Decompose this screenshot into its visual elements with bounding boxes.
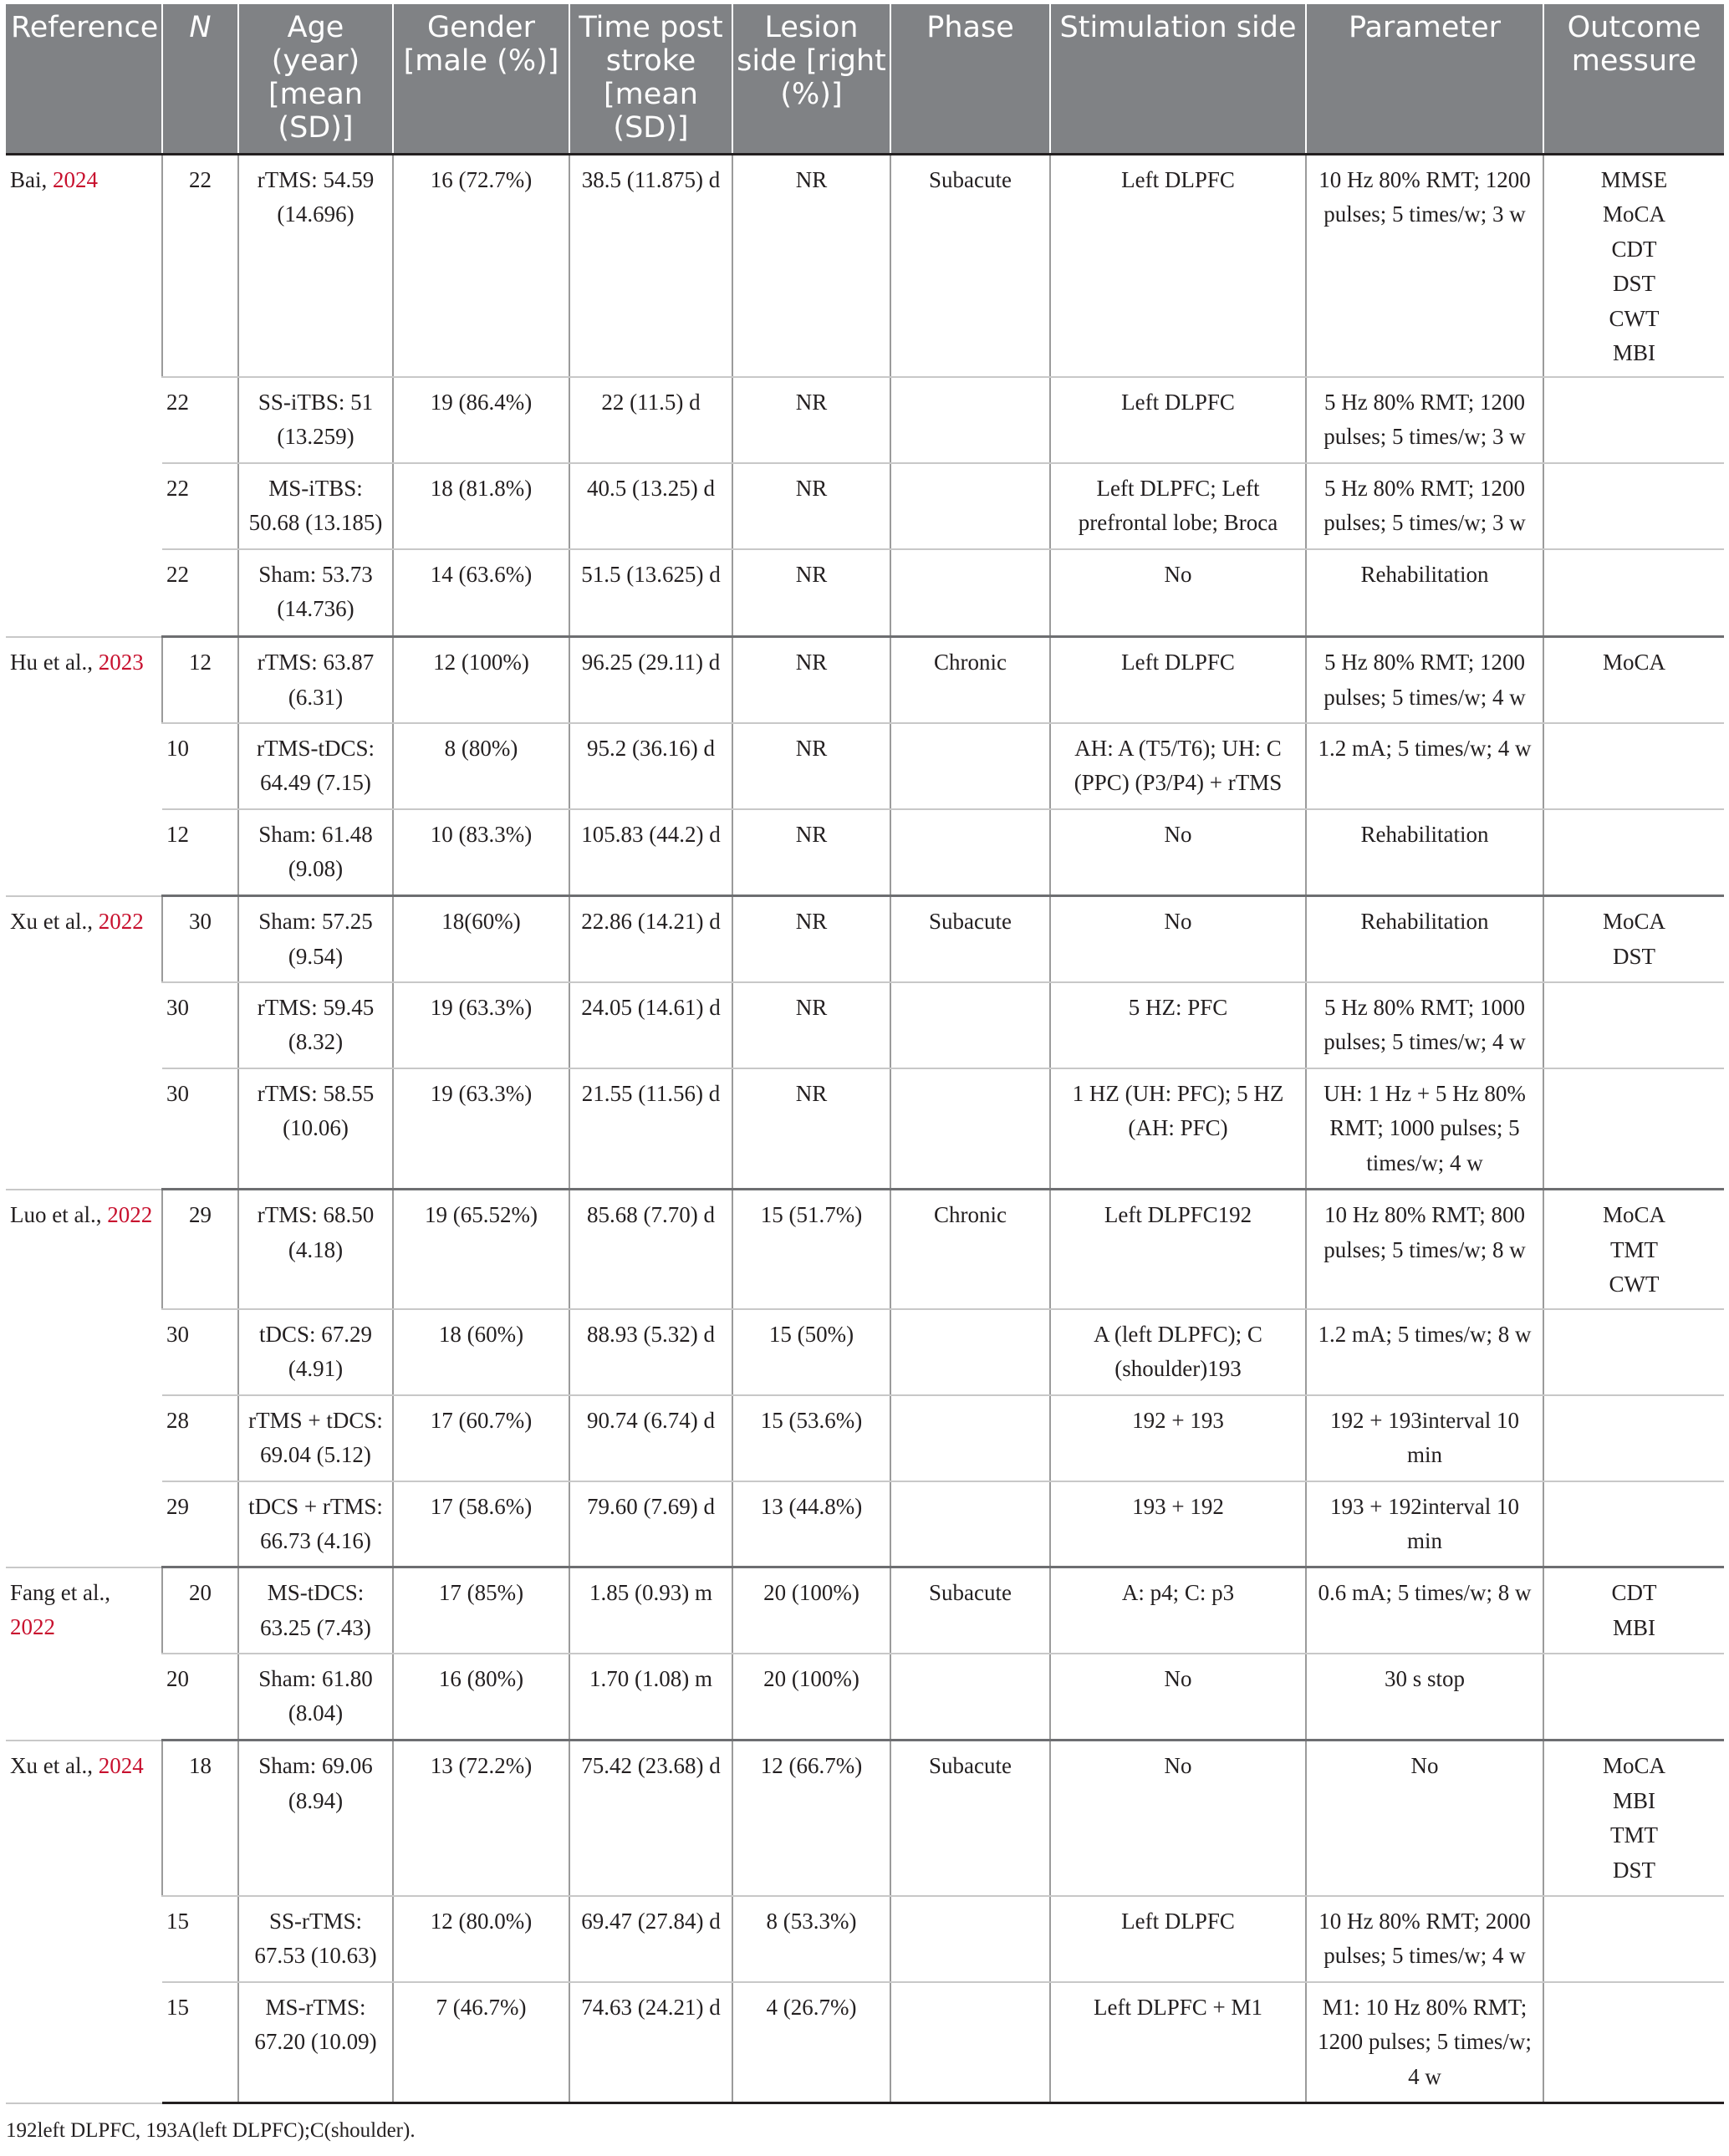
- outcome-cell: [1543, 377, 1724, 463]
- phase-cell: Chronic: [890, 637, 1050, 723]
- phase-cell: [890, 1481, 1050, 1567]
- gender-cell: 18(60%): [393, 896, 569, 982]
- phase-cell: Subacute: [890, 154, 1050, 377]
- outcome-measure: MBI: [1612, 1614, 1655, 1640]
- outcome-cell: [1543, 982, 1724, 1068]
- outcome-measure: TMT: [1610, 1236, 1658, 1262]
- age-cell: MS-rTMS: 67.20 (10.09): [238, 1982, 393, 2103]
- parameter-cell: Rehabilitation: [1306, 896, 1543, 982]
- lesion-cell: 8 (53.3%): [732, 1896, 890, 1982]
- phase-cell: Subacute: [890, 1567, 1050, 1654]
- outcome-cell: [1543, 1190, 1724, 1309]
- gender-cell: 8 (80%): [393, 723, 569, 809]
- column-header-param: Parameter: [1306, 4, 1543, 154]
- lesion-cell: NR: [732, 723, 890, 809]
- time-cell: 95.2 (36.16) d: [569, 723, 732, 809]
- gender-cell: 18 (60%): [393, 1309, 569, 1395]
- outcome-measure: CWT: [1609, 305, 1660, 331]
- n-cell: 10: [162, 723, 238, 809]
- outcome-cell: [1543, 1741, 1724, 1896]
- phase-cell: [890, 1395, 1050, 1481]
- phase-cell: [890, 1068, 1050, 1190]
- gender-cell: 18 (81.8%): [393, 463, 569, 549]
- phase-cell: [890, 1982, 1050, 2103]
- table-header-row: [6, 4, 1724, 154]
- reference-year-link[interactable]: 2024: [98, 1752, 144, 1778]
- parameter-cell: 30 s stop: [1306, 1654, 1543, 1741]
- outcome-measure: DST: [1612, 271, 1655, 296]
- parameter-cell: 1.2 mA; 5 times/w; 4 w: [1306, 723, 1543, 809]
- reference-year-link[interactable]: 2024: [53, 166, 98, 192]
- table-row: [6, 896, 1724, 982]
- study-characteristics-table: [6, 4, 1724, 2104]
- gender-cell: 17 (58.6%): [393, 1481, 569, 1567]
- column-header-time: Time post stroke [mean (SD)]: [569, 4, 732, 154]
- outcome-cell: [1543, 463, 1724, 549]
- age-cell: rTMS: 59.45 (8.32): [238, 982, 393, 1068]
- parameter-cell: 5 Hz 80% RMT; 1000 pulses; 5 times/w; 4 w: [1306, 982, 1543, 1068]
- parameter-cell: 192 + 193interval 10 min: [1306, 1395, 1543, 1481]
- n-cell: 12: [162, 637, 238, 723]
- reference-author: Luo et al.,: [10, 1201, 108, 1227]
- outcome-cell: [1543, 1395, 1724, 1481]
- parameter-cell: 5 Hz 80% RMT; 1200 pulses; 5 times/w; 3 w: [1306, 463, 1543, 549]
- parameter-cell: 10 Hz 80% RMT; 800 pulses; 5 times/w; 8 w: [1306, 1190, 1543, 1309]
- table-row: [6, 1654, 1724, 1741]
- table-row: [6, 1896, 1724, 1982]
- reference-author: Hu et al.,: [10, 649, 99, 675]
- stimulation-side-cell: Left DLPFC: [1050, 154, 1306, 377]
- outcome-cell: [1543, 896, 1724, 982]
- phase-cell: [890, 723, 1050, 809]
- age-cell: rTMS: 68.50 (4.18): [238, 1190, 393, 1309]
- reference-author: Bai,: [10, 166, 53, 192]
- outcome-cell: [1543, 637, 1724, 723]
- stimulation-side-cell: No: [1050, 549, 1306, 637]
- parameter-cell: 5 Hz 80% RMT; 1200 pulses; 5 times/w; 4 w: [1306, 637, 1543, 723]
- gender-cell: 12 (100%): [393, 637, 569, 723]
- column-header-lesion: Lesion side [right (%)]: [732, 4, 890, 154]
- parameter-cell: M1: 10 Hz 80% RMT; 1200 pulses; 5 times/w; 4 w: [1306, 1982, 1543, 2103]
- time-cell: 75.42 (23.68) d: [569, 1741, 732, 1896]
- phase-cell: Chronic: [890, 1190, 1050, 1309]
- stimulation-side-cell: Left DLPFC; Left prefrontal lobe; Broca: [1050, 463, 1306, 549]
- lesion-cell: NR: [732, 154, 890, 377]
- gender-cell: 10 (83.3%): [393, 809, 569, 896]
- time-cell: 22.86 (14.21) d: [569, 896, 732, 982]
- outcome-measure: MoCA: [1602, 1202, 1665, 1227]
- time-cell: 22 (11.5) d: [569, 377, 732, 463]
- age-cell: MS-iTBS: 50.68 (13.185): [238, 463, 393, 549]
- time-cell: 51.5 (13.625) d: [569, 549, 732, 637]
- time-cell: 38.5 (11.875) d: [569, 154, 732, 377]
- outcome-measure: MoCA: [1602, 1753, 1665, 1778]
- time-cell: 85.68 (7.70) d: [569, 1190, 732, 1309]
- age-cell: tDCS + rTMS: 66.73 (4.16): [238, 1481, 393, 1567]
- n-cell: 20: [162, 1654, 238, 1741]
- age-cell: rTMS: 63.87 (6.31): [238, 637, 393, 723]
- time-cell: 79.60 (7.69) d: [569, 1481, 732, 1567]
- stimulation-side-cell: Left DLPFC: [1050, 377, 1306, 463]
- lesion-cell: 20 (100%): [732, 1654, 890, 1741]
- time-cell: 105.83 (44.2) d: [569, 809, 732, 896]
- gender-cell: 19 (65.52%): [393, 1190, 569, 1309]
- column-header-phase: Phase: [890, 4, 1050, 154]
- time-cell: 90.74 (6.74) d: [569, 1395, 732, 1481]
- age-cell: Sham: 61.48 (9.08): [238, 809, 393, 896]
- phase-cell: [890, 549, 1050, 637]
- reference-cell: [6, 1567, 162, 1741]
- gender-cell: 19 (86.4%): [393, 377, 569, 463]
- age-cell: Sham: 69.06 (8.94): [238, 1741, 393, 1896]
- outcome-cell: [1543, 1654, 1724, 1741]
- reference-author: Fang et al.,: [10, 1579, 110, 1605]
- phase-cell: [890, 377, 1050, 463]
- stimulation-side-cell: 1 HZ (UH: PFC); 5 HZ (AH: PFC): [1050, 1068, 1306, 1190]
- parameter-cell: 0.6 mA; 5 times/w; 8 w: [1306, 1567, 1543, 1654]
- outcome-measure: DST: [1612, 943, 1655, 969]
- table-row: [6, 549, 1724, 637]
- reference-cell: [6, 896, 162, 1190]
- age-cell: SS-iTBS: 51 (13.259): [238, 377, 393, 463]
- parameter-cell: Rehabilitation: [1306, 549, 1543, 637]
- reference-cell: [6, 1741, 162, 2103]
- lesion-cell: 15 (51.7%): [732, 1190, 890, 1309]
- stimulation-side-cell: No: [1050, 1654, 1306, 1741]
- outcome-measure: DST: [1612, 1857, 1655, 1883]
- parameter-cell: 10 Hz 80% RMT; 1200 pulses; 5 times/w; 3 w: [1306, 154, 1543, 377]
- table-row: [6, 723, 1724, 809]
- n-cell: 22: [162, 377, 238, 463]
- table-row: [6, 1481, 1724, 1567]
- outcome-cell: [1543, 154, 1724, 377]
- reference-author: Xu et al.,: [10, 1752, 99, 1778]
- age-cell: tDCS: 67.29 (4.91): [238, 1309, 393, 1395]
- gender-cell: 14 (63.6%): [393, 549, 569, 637]
- time-cell: 88.93 (5.32) d: [569, 1309, 732, 1395]
- phase-cell: [890, 809, 1050, 896]
- time-cell: 1.70 (1.08) m: [569, 1654, 732, 1741]
- column-header-outcome: Outcome messure: [1543, 4, 1724, 154]
- outcome-cell: [1543, 1309, 1724, 1395]
- table-row: [6, 463, 1724, 549]
- age-cell: Sham: 61.80 (8.04): [238, 1654, 393, 1741]
- lesion-cell: NR: [732, 637, 890, 723]
- gender-cell: 17 (85%): [393, 1567, 569, 1654]
- n-cell: 22: [162, 154, 238, 377]
- stimulation-side-cell: A (left DLPFC); C (shoulder)193: [1050, 1309, 1306, 1395]
- table-row: [6, 1982, 1724, 2103]
- lesion-cell: NR: [732, 1068, 890, 1190]
- parameter-cell: 1.2 mA; 5 times/w; 8 w: [1306, 1309, 1543, 1395]
- phase-cell: [890, 1654, 1050, 1741]
- lesion-cell: 15 (53.6%): [732, 1395, 890, 1481]
- table-row: [6, 809, 1724, 896]
- table-row: [6, 377, 1724, 463]
- n-cell: 28: [162, 1395, 238, 1481]
- time-cell: 24.05 (14.61) d: [569, 982, 732, 1068]
- lesion-cell: NR: [732, 896, 890, 982]
- stimulation-side-cell: 192 + 193: [1050, 1395, 1306, 1481]
- parameter-cell: 10 Hz 80% RMT; 2000 pulses; 5 times/w; 4 w: [1306, 1896, 1543, 1982]
- n-cell: 12: [162, 809, 238, 896]
- phase-cell: Subacute: [890, 1741, 1050, 1896]
- outcome-cell: [1543, 1567, 1724, 1654]
- n-cell: 20: [162, 1567, 238, 1654]
- n-cell: 22: [162, 549, 238, 637]
- age-cell: MS-tDCS: 63.25 (7.43): [238, 1567, 393, 1654]
- lesion-cell: 13 (44.8%): [732, 1481, 890, 1567]
- outcome-cell: [1543, 723, 1724, 809]
- time-cell: 96.25 (29.11) d: [569, 637, 732, 723]
- lesion-cell: NR: [732, 549, 890, 637]
- stimulation-side-cell: Left DLPFC: [1050, 637, 1306, 723]
- outcome-measure: CDT: [1611, 1580, 1657, 1605]
- parameter-cell: 193 + 192interval 10 min: [1306, 1481, 1543, 1567]
- lesion-cell: NR: [732, 377, 890, 463]
- lesion-cell: 20 (100%): [732, 1567, 890, 1654]
- reference-year-link[interactable]: 2022: [98, 908, 144, 934]
- outcome-measure: MBI: [1612, 340, 1655, 365]
- stimulation-side-cell: Left DLPFC: [1050, 1896, 1306, 1982]
- parameter-cell: UH: 1 Hz + 5 Hz 80% RMT; 1000 pulses; 5 times/w; 4 w: [1306, 1068, 1543, 1190]
- lesion-cell: NR: [732, 463, 890, 549]
- column-header-stim: Stimulation side: [1050, 4, 1306, 154]
- lesion-cell: 12 (66.7%): [732, 1741, 890, 1896]
- table-body: [6, 154, 1724, 2103]
- n-cell: 29: [162, 1190, 238, 1309]
- age-cell: rTMS + tDCS: 69.04 (5.12): [238, 1395, 393, 1481]
- table-row: [6, 1190, 1724, 1309]
- stimulation-side-cell: A: p4; C: p3: [1050, 1567, 1306, 1654]
- age-cell: Sham: 53.73 (14.736): [238, 549, 393, 637]
- parameter-cell: No: [1306, 1741, 1543, 1896]
- stimulation-side-cell: 5 HZ: PFC: [1050, 982, 1306, 1068]
- reference-year-link[interactable]: 2023: [98, 649, 144, 675]
- n-cell: 29: [162, 1481, 238, 1567]
- table-row: [6, 1741, 1724, 1896]
- phase-cell: [890, 1896, 1050, 1982]
- n-cell: 30: [162, 1068, 238, 1190]
- age-cell: rTMS: 58.55 (10.06): [238, 1068, 393, 1190]
- stimulation-side-cell: Left DLPFC192: [1050, 1190, 1306, 1309]
- stimulation-side-cell: 193 + 192: [1050, 1481, 1306, 1567]
- outcome-cell: [1543, 1068, 1724, 1190]
- age-cell: Sham: 57.25 (9.54): [238, 896, 393, 982]
- stimulation-side-cell: AH: A (T5/T6); UH: C (PPC) (P3/P4) + rTMS: [1050, 723, 1306, 809]
- n-cell: 15: [162, 1896, 238, 1982]
- table-row: [6, 1068, 1724, 1190]
- column-header-gender: Gender [male (%)]: [393, 4, 569, 154]
- gender-cell: 19 (63.3%): [393, 1068, 569, 1190]
- age-cell: rTMS-tDCS: 64.49 (7.15): [238, 723, 393, 809]
- table-container: [6, 4, 1724, 2104]
- reference-year-link[interactable]: 2022: [10, 1614, 55, 1639]
- stimulation-side-cell: Left DLPFC + M1: [1050, 1982, 1306, 2103]
- time-cell: 69.47 (27.84) d: [569, 1896, 732, 1982]
- lesion-cell: 4 (26.7%): [732, 1982, 890, 2103]
- n-cell: 15: [162, 1982, 238, 2103]
- time-cell: 40.5 (13.25) d: [569, 463, 732, 549]
- n-cell: 18: [162, 1741, 238, 1896]
- phase-cell: [890, 982, 1050, 1068]
- gender-cell: 12 (80.0%): [393, 1896, 569, 1982]
- outcome-measure: MBI: [1612, 1787, 1655, 1813]
- reference-year-link[interactable]: 2022: [107, 1201, 153, 1227]
- outcome-measure: TMT: [1610, 1822, 1658, 1848]
- lesion-cell: NR: [732, 809, 890, 896]
- outcome-cell: [1543, 1896, 1724, 1982]
- time-cell: 74.63 (24.21) d: [569, 1982, 732, 2103]
- table-row: [6, 1567, 1724, 1654]
- outcome-cell: [1543, 549, 1724, 637]
- outcome-cell: [1543, 1982, 1724, 2103]
- outcome-measure: MoCA: [1602, 650, 1665, 675]
- reference-cell: [6, 637, 162, 896]
- n-cell: 30: [162, 1309, 238, 1395]
- reference-author: Xu et al.,: [10, 908, 99, 934]
- phase-cell: [890, 463, 1050, 549]
- parameter-cell: Rehabilitation: [1306, 809, 1543, 896]
- outcome-measure: MoCA: [1602, 909, 1665, 934]
- stimulation-side-cell: No: [1050, 896, 1306, 982]
- reference-cell: [6, 154, 162, 637]
- outcome-measure: MoCA: [1602, 201, 1665, 227]
- gender-cell: 13 (72.2%): [393, 1741, 569, 1896]
- table-footnote: 192left DLPFC, 193A(left DLPFC);C(shoulder).: [6, 2119, 416, 2142]
- gender-cell: 17 (60.7%): [393, 1395, 569, 1481]
- table-row: [6, 637, 1724, 723]
- reference-cell: [6, 1190, 162, 1567]
- phase-cell: [890, 1309, 1050, 1395]
- n-cell: 30: [162, 982, 238, 1068]
- column-header-n: N: [162, 4, 238, 154]
- age-cell: SS-rTMS: 67.53 (10.63): [238, 1896, 393, 1982]
- table-row: [6, 982, 1724, 1068]
- age-cell: rTMS: 54.59 (14.696): [238, 154, 393, 377]
- lesion-cell: NR: [732, 982, 890, 1068]
- gender-cell: 19 (63.3%): [393, 982, 569, 1068]
- time-cell: 21.55 (11.56) d: [569, 1068, 732, 1190]
- phase-cell: Subacute: [890, 896, 1050, 982]
- outcome-measure: CDT: [1611, 236, 1657, 262]
- outcome-measure: MMSE: [1600, 166, 1668, 192]
- parameter-cell: 5 Hz 80% RMT; 1200 pulses; 5 times/w; 3 w: [1306, 377, 1543, 463]
- column-header-age: Age (year) [mean (SD)]: [238, 4, 393, 154]
- lesion-cell: 15 (50%): [732, 1309, 890, 1395]
- n-cell: 30: [162, 896, 238, 982]
- column-header-reference: Reference: [6, 4, 162, 154]
- gender-cell: 16 (72.7%): [393, 154, 569, 377]
- time-cell: 1.85 (0.93) m: [569, 1567, 732, 1654]
- outcome-cell: [1543, 1481, 1724, 1567]
- outcome-measure: CWT: [1609, 1272, 1660, 1297]
- stimulation-side-cell: No: [1050, 809, 1306, 896]
- table-row: [6, 1309, 1724, 1395]
- stimulation-side-cell: No: [1050, 1741, 1306, 1896]
- table-row: [6, 1395, 1724, 1481]
- gender-cell: 16 (80%): [393, 1654, 569, 1741]
- table-row: [6, 154, 1724, 377]
- gender-cell: 7 (46.7%): [393, 1982, 569, 2103]
- n-cell: 22: [162, 463, 238, 549]
- outcome-cell: [1543, 809, 1724, 896]
